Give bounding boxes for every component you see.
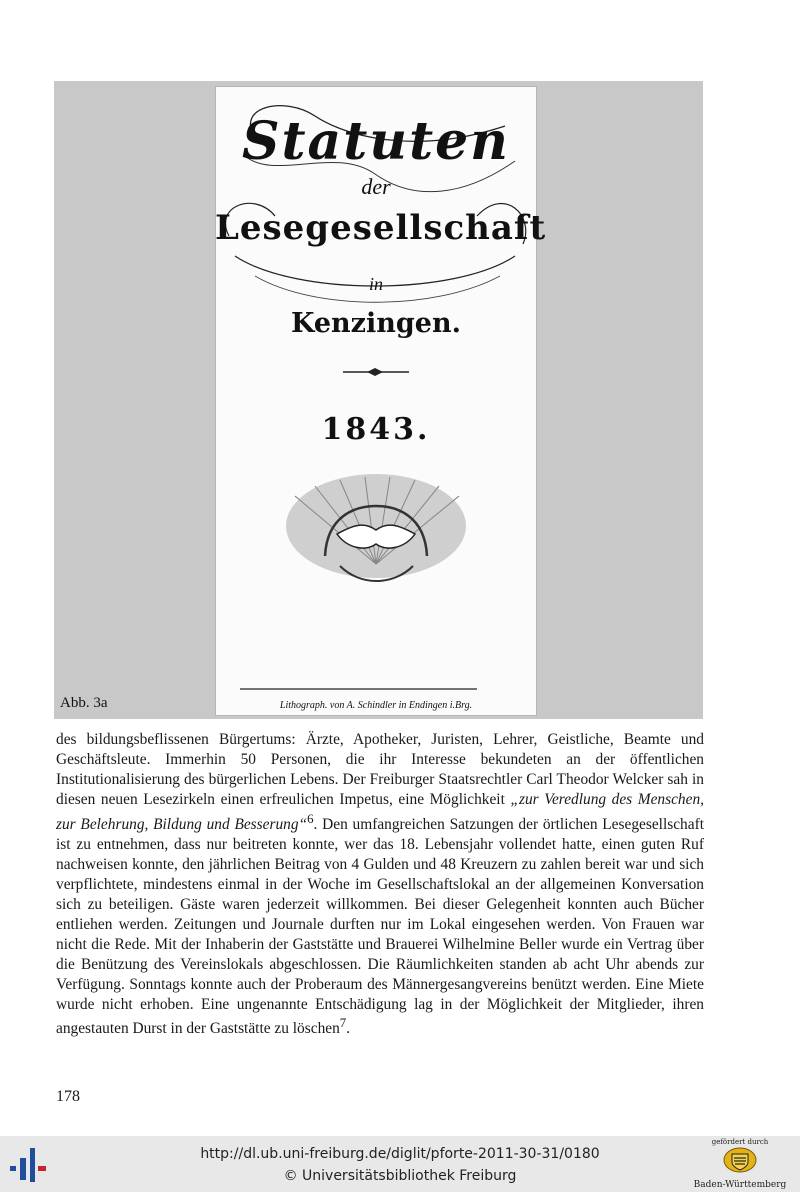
page-number: 178	[56, 1088, 80, 1105]
handshake-emblem	[286, 474, 466, 581]
scan-title-lesegesellschaft: Lesegesellschaft	[215, 208, 547, 248]
footer-url-link[interactable]: http://dl.ub.uni-freiburg.de/diglit/pforte-2011-30-31/0180	[200, 1146, 600, 1162]
body-paragraph	[56, 730, 704, 1040]
scan-title-im: in	[368, 274, 383, 294]
footnote-marker-6: 6	[307, 811, 314, 826]
state-coat-of-arms-icon	[720, 1146, 760, 1174]
footer-bar	[0, 1136, 800, 1192]
body-text	[56, 730, 704, 1040]
scan-title-year: 1843.	[321, 412, 431, 447]
footer-copyright: © Universitätsbibliothek Freiburg	[283, 1168, 517, 1184]
body-text-part-2: . Den umfangreichen Satzungen der örtlichen Lesegesellschaft ist zu entnehmen, dass nur beitreten konnte, wer das 18. Lebensjahr vollendet hatte, einen guten Ruf nachweisen konnte, den jährlichen Beitrag von 4 Gulden und 48 Kreuzern zu zahlen bereit war und sich verpflichtete, mindestens einmal in der Woche im Gesellschaftslokal an der allgemeinen Konversation sich zu beteiligen. Gäste waren jederzeit willkommen. Bei dieser Gelegenheit konnten auch Bücher entliehen werden. Zeitungen und Journale durften nur im Lokal eingesehen werden. Von Frauen war nicht die Rede. Mit der Inhaberin der Gaststätte und Brauerei Wilhelmine Beller wurde ein Vertrag über die Benützung des Vereinslokals abgeschlossen. Die Räumlichkeiten standen ab acht Uhr abends zur Verfügung. Sonntags konnte auch der Proberaum des Männergesangvereins benützt werden. Eine Miete wurde nicht erhoben. Eine ungenannte Entschädigung lag in der Möglichkeit der Mitglieder, ihren angestauten Durst in der Gaststätte zu löschen	[56, 815, 704, 1038]
baden-wuerttemberg-logo[interactable]	[688, 1138, 792, 1190]
figure-label: Abb. 3a	[60, 695, 108, 711]
sponsor-name: Baden-Württemberg	[693, 1180, 787, 1190]
sponsor-label: gefördert durch	[711, 1138, 769, 1146]
welcker-quote: „zur Veredlung des Menschen, zur Belehrung, Bildung und Besserung“	[56, 790, 704, 833]
scan-title-town: Kenzingen.	[291, 308, 461, 339]
scan-lithograph-credit: Lithograph. von A. Schindler in Endingen i.Brg.	[279, 700, 473, 711]
footnote-marker-7: 7	[339, 1016, 347, 1031]
scan-title-statuten: Statuten	[241, 111, 510, 172]
body-text-end: .	[346, 1020, 351, 1038]
body-text-part-1: des bildungsbeflissenen Bürgertums: Ärzte, Apotheker, Juristen, Lehrer, Geistliche, Beamte und Geschäftsleute. Immerhin 50 Personen, die ihr Interesse bekundeten an der öffentlichen Institutionalisierung des bürgerlichen Lebens. Der Freiburger Staatsrechtler Carl Theodor Welcker sah in diesen neuen Lesezirkeln einen erfreulichen Impetus, eine Möglichkeit	[56, 731, 704, 808]
title-page-scan	[215, 86, 547, 716]
scan-title-der: der	[361, 174, 391, 199]
